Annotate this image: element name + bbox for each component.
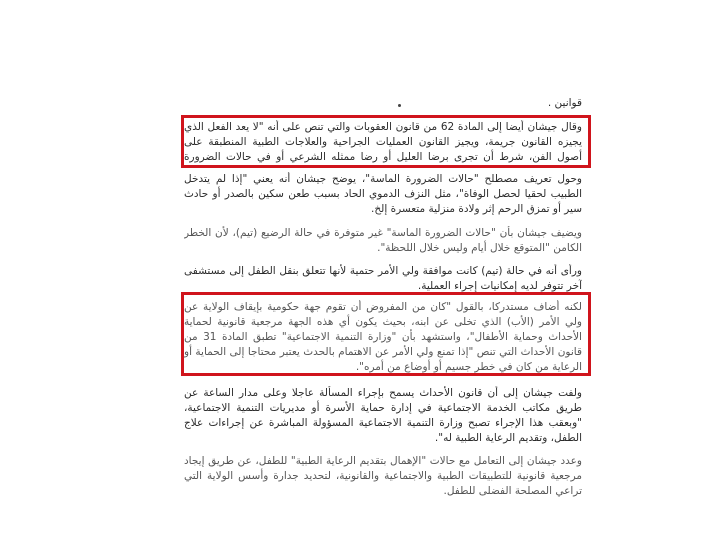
paragraph-2: وحول تعريف مصطلح "حالات الضرورة الماسة"، يوضح جيشان أنه يعني "إذا لم يتدخل الطبيب لحقيا لحصل الوفاة"، مثل النزف الدموي الحاد بسبب طعن سكين بالصدر أو حادث سير أو تمزق الرحم إثر ولادة منزلية متعسرة إلخ. <box>184 173 582 215</box>
paragraph-7: وعدد جيشان إلى التعامل مع حالات "الإهمال بتقديم الرعاية الطبية" للطفل، عن طريق إيجاد مرجعية قانونية للتطبيقات الطبية والاجتماعية والقانونية، لتحديد جدارة وأسس الولاية التي تراعي المصلحة الفضلى للطفل. <box>184 455 582 497</box>
highlight-box-paragraph-1 <box>181 115 591 168</box>
paragraph-4: ورأى أنه في حالة (تيم) كانت موافقة ولي الأمر حتمية لأنها تتعلق بنقل الطفل إلى مستشفى آخر تتوفر لديه إمكانيات إجراء العملية. <box>184 265 582 292</box>
paragraph-6: ولفت جيشان إلى أن قانون الأحداث يسمح بإجراء المسألة عاجلا وعلى مدار الساعة عن طريق مكاتب الخدمة الاجتماعية في إدارة حماية الأسرة أو مديريات التنمية الاجتماعية، "وبعقب هذا الإجراء تصبح وزارة التنمية الاجتماعية المسؤولة المباشرة عن إجراءات علاج الطفل، وتقديم الرعاية الطبية له". <box>184 387 582 444</box>
highlight-box-paragraph-5 <box>181 292 591 376</box>
paragraph-1: وقال جيشان أيضا إلى المادة 62 من قانون العقوبات والتي تنص على أنه "لا يعد الفعل الذي يجيزه القانون جريمة، ويجيز القانون العمليات الجراحية والعلاجات الطبية المنطبقة على أصول الفن، شرط أن تجرى برضا العليل أو رضا ممثله الشرعي أو في حالات الضرورة <box>184 121 582 163</box>
bullet-dot <box>398 104 401 107</box>
paragraph-5: لكنه أضاف مستدركا، بالقول "كان من المفروض أن تقوم جهة حكومية بإيقاف الولاية عن ولي الأمر (الأب) الذي تخلى عن ابنه، بحيث يكون أي هذه الجهة مرجعية قانونية لحماية الأحداث وحماية الأطفال"، واستشهد بأن "وزارة التنمية الاجتماعية" تطبق المادة 31 من قانون الأحداث التي تنص "إذا تمنع ولي الأمر عن الاهتمام بالحدث يعتبر محتاجا إلى الحماية أو الرعاية من كان في خطر جسيم أو أوضاع من أمره". <box>184 301 582 373</box>
fragment-top: قوانين . <box>547 97 582 109</box>
paragraph-3: ويضيف جيشان بأن "حالات الضرورة الماسة" غير متوفرة في حالة الرضيع (تيم)، لأن الخطر الكامن "المتوقع خلال أيام وليس خلال اللحظة". <box>184 227 582 254</box>
